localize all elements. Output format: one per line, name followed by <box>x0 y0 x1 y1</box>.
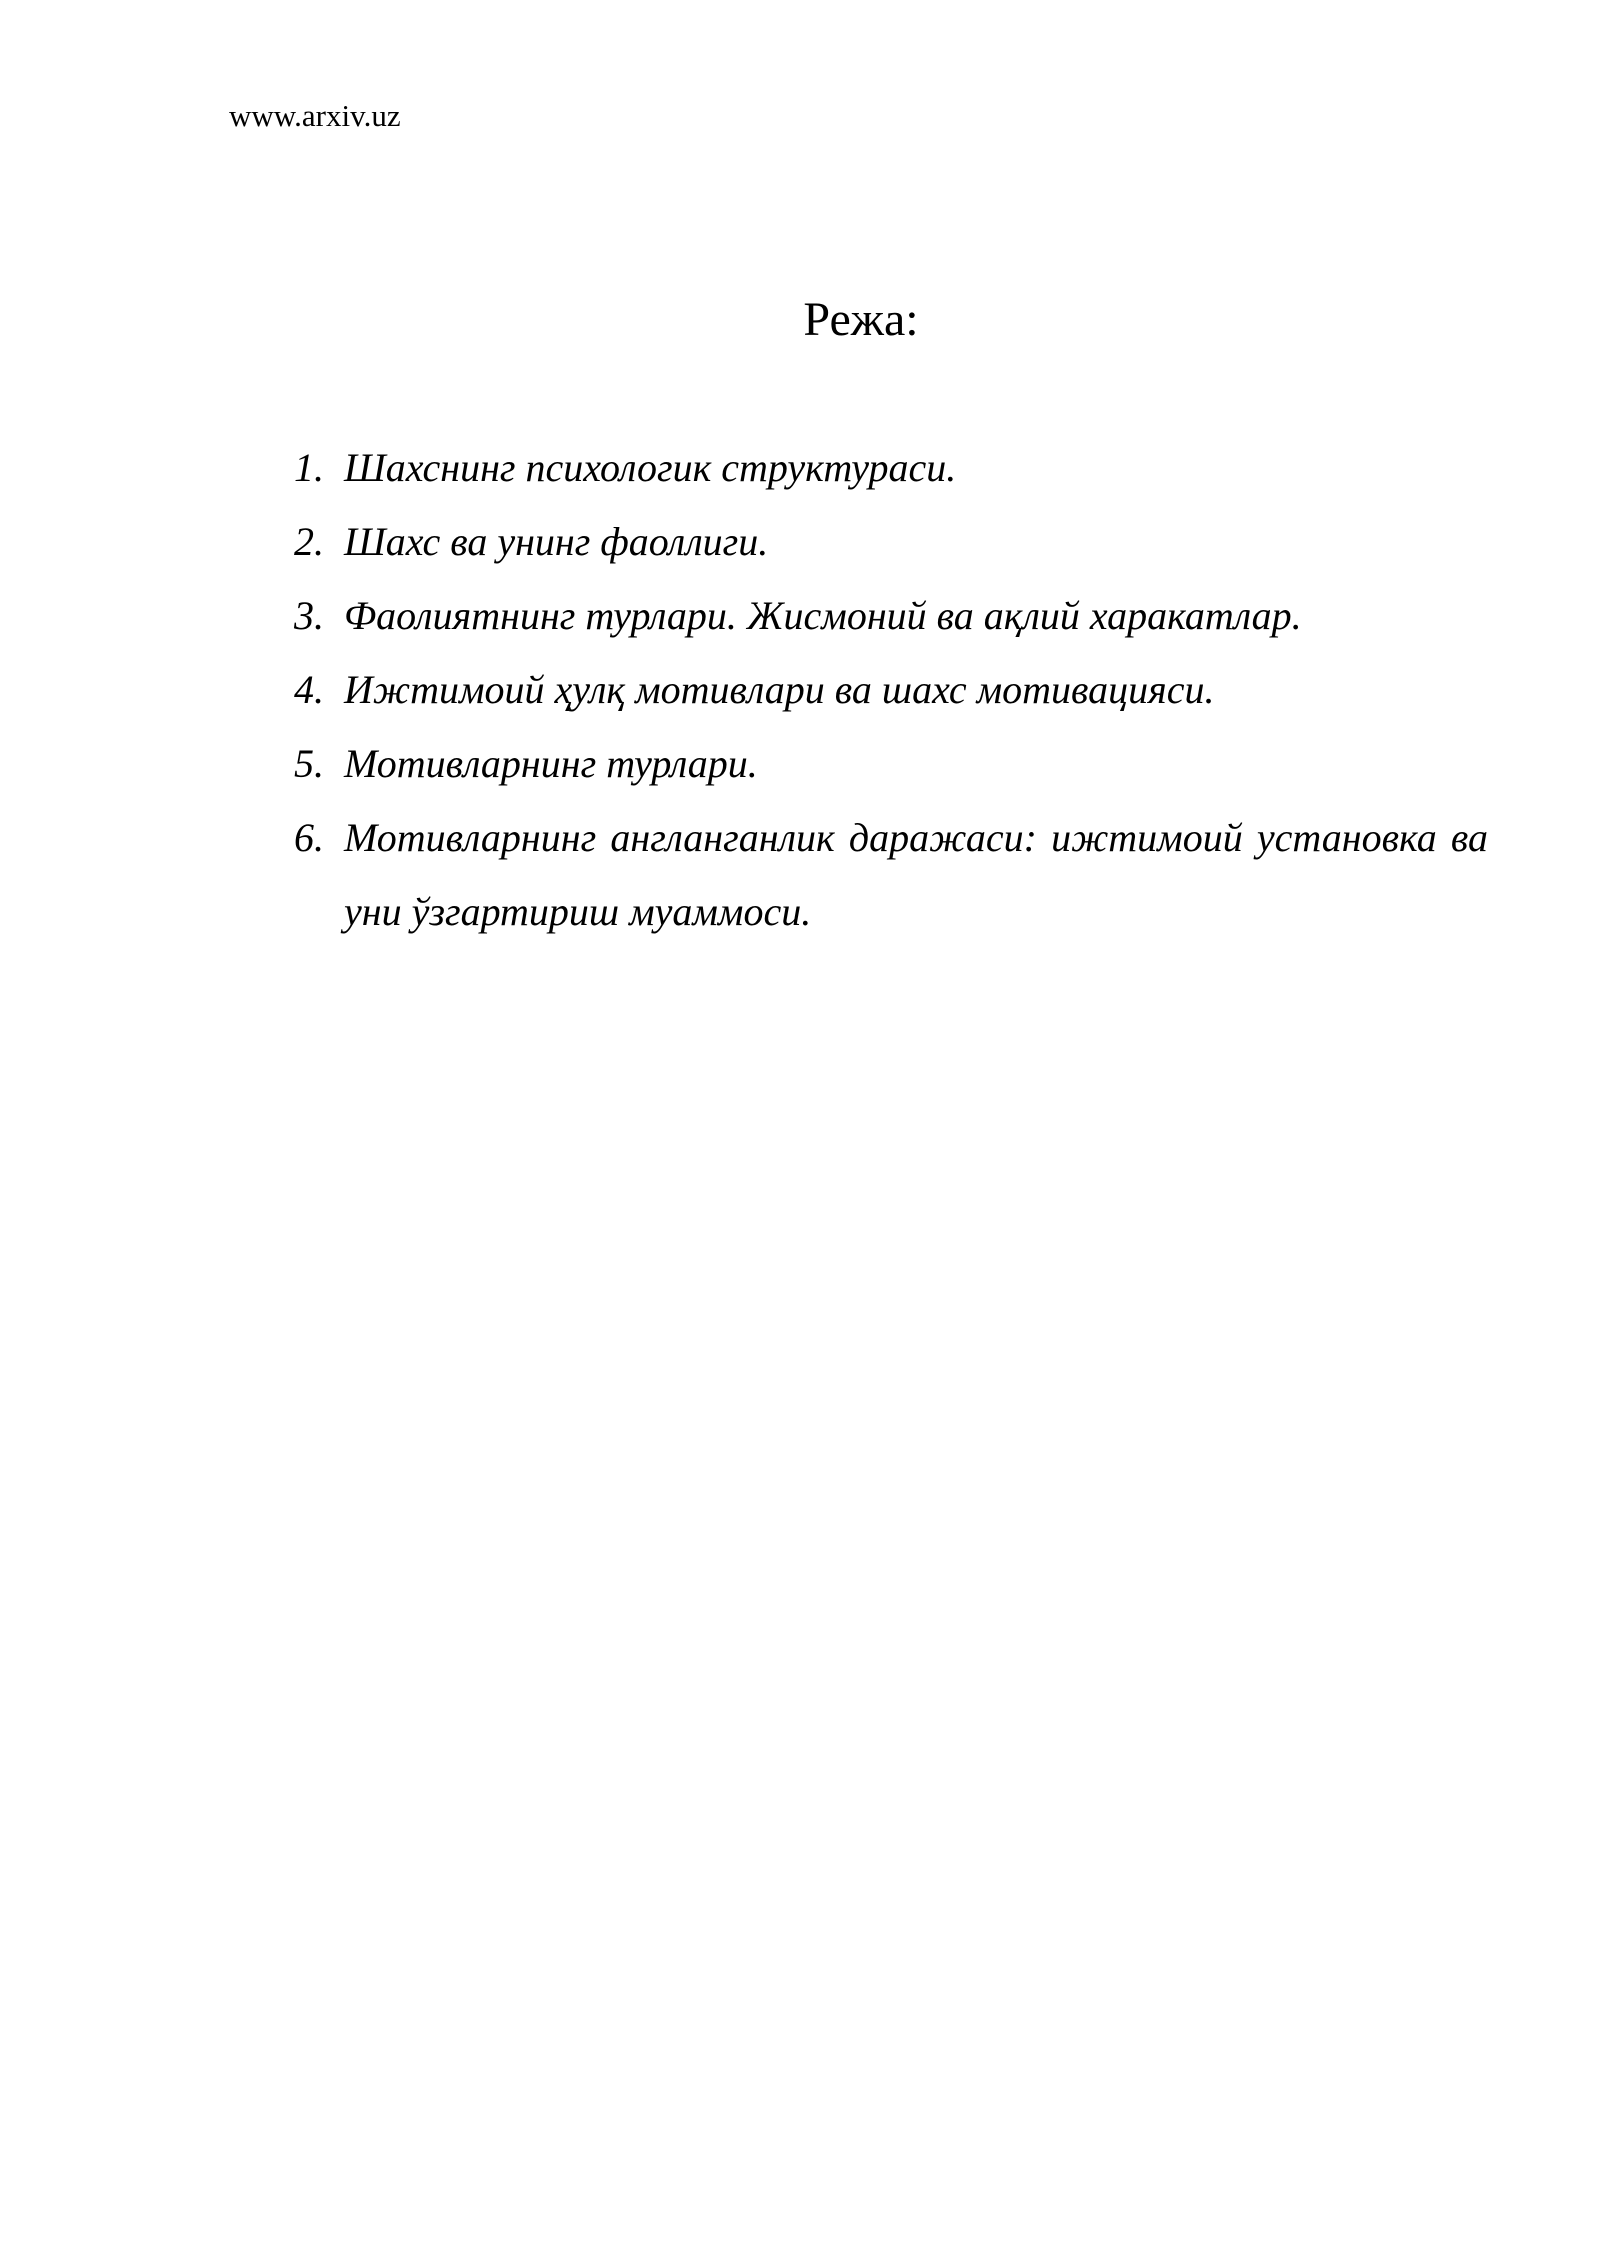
list-item-text: Ижтимоий ҳулқ мотивлари ва шахс мотивацияси. <box>344 667 1215 712</box>
list-item <box>294 727 1488 801</box>
header-url: www.arxiv.uz <box>229 98 401 133</box>
list-item <box>294 801 1488 949</box>
list-item-text: Мотивларнинг англанганлик даражаси: ижтимоий установка ва уни ўзгартириш муаммоси. <box>344 815 1488 934</box>
list-item <box>294 431 1488 505</box>
list-item-number: 1. <box>294 445 324 490</box>
list-item-text: Фаолиятнинг турлари. Жисмоний ва ақлий харакатлар. <box>344 593 1302 638</box>
plan-list <box>294 431 1488 949</box>
list-item-text: Шахс ва унинг фаоллиги. <box>344 519 769 564</box>
list-item <box>294 505 1488 579</box>
list-item <box>294 653 1488 727</box>
list-item-number: 3. <box>294 593 324 638</box>
page-title: Режа: <box>803 293 919 346</box>
list-item-text: Шахснинг психологик структураси. <box>344 445 957 490</box>
list-item <box>294 579 1488 653</box>
list-item-number: 2. <box>294 519 324 564</box>
list-item-number: 5. <box>294 741 324 786</box>
list-item-number: 4. <box>294 667 324 712</box>
list-item-text: Мотивларнинг турлари. <box>344 741 758 786</box>
list-item-number: 6. <box>294 815 324 860</box>
